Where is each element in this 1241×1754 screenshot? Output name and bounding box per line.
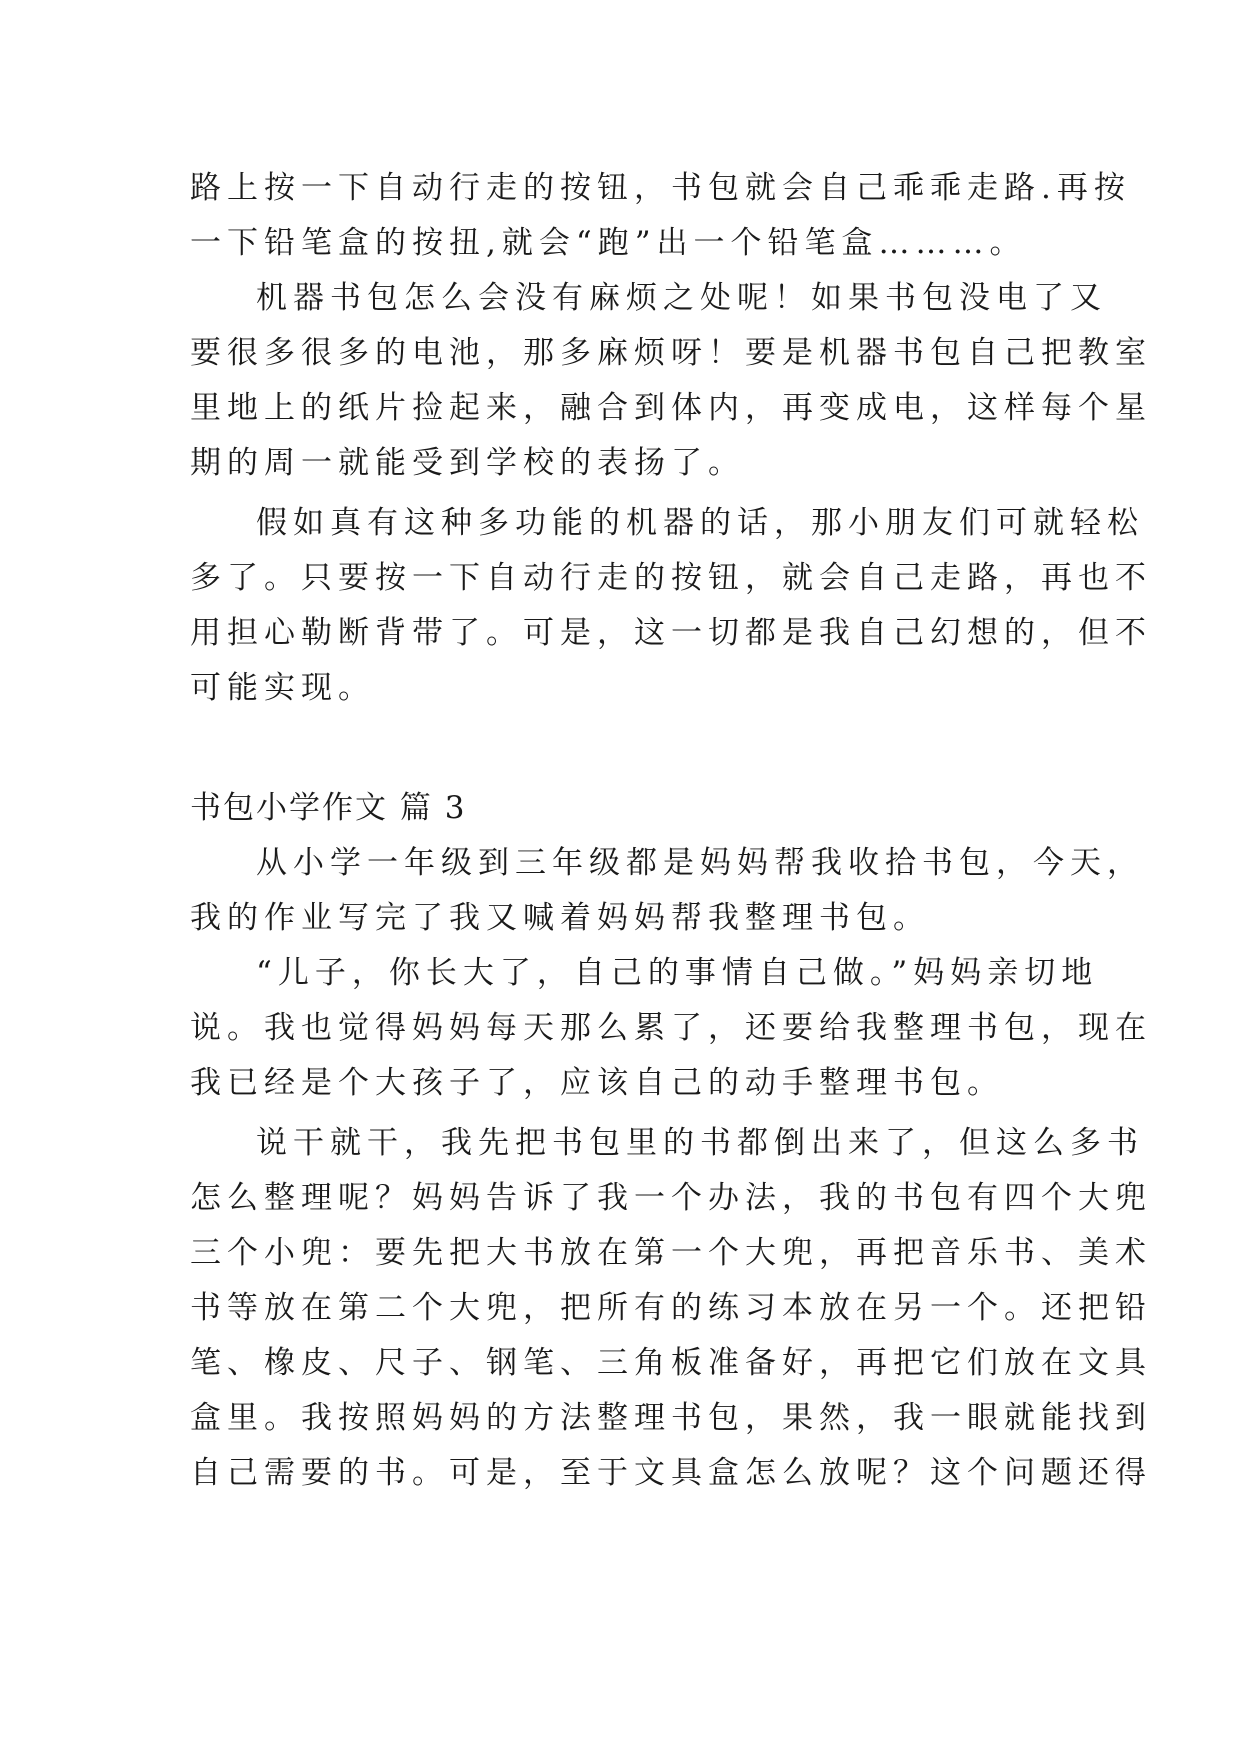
paragraph-start: 假如真有这种多功能的机器的话，那小朋友们可就轻松 — [256, 505, 1144, 541]
text-line: 路上按一下自动行走的按钮，书包就会自己乖乖走路.再按 — [190, 170, 1131, 206]
text-line: 用担心勒断背带了。可是，这一切都是我自己幻想的，但不 — [190, 615, 1152, 651]
text-line: 要很多很多的电池，那多麻烦呀！要是机器书包自己把教室 — [190, 335, 1152, 371]
section-heading: 书包小学作文 篇 3 — [190, 790, 467, 826]
text-line: 自己需要的书。可是，至于文具盒怎么放呢？这个问题还得 — [190, 1455, 1152, 1491]
text-line: 期的周一就能受到学校的表扬了。 — [190, 445, 745, 481]
text-line: 我已经是个大孩子了，应该自己的动手整理书包。 — [190, 1065, 1004, 1101]
paragraph-start: “儿子，你长大了，自己的事情自己做。”妈妈亲切地 — [256, 955, 1099, 991]
text-line: 可能实现。 — [190, 670, 375, 706]
text-line: 怎么整理呢？妈妈告诉了我一个办法，我的书包有四个大兜 — [190, 1180, 1152, 1216]
paragraph-start: 机器书包怎么会没有麻烦之处呢！如果书包没电了又 — [256, 280, 1107, 316]
text-line: 说。我也觉得妈妈每天那么累了，还要给我整理书包，现在 — [190, 1010, 1152, 1046]
text-line: 里地上的纸片捡起来，融合到体内，再变成电，这样每个星 — [190, 390, 1152, 426]
text-line: 盒里。我按照妈妈的方法整理书包，果然，我一眼就能找到 — [190, 1400, 1152, 1436]
text-line: 笔、橡皮、尺子、钢笔、三角板准备好，再把它们放在文具 — [190, 1345, 1152, 1381]
text-line: 多了。只要按一下自动行走的按钮，就会自己走路，再也不 — [190, 560, 1152, 596]
paragraph-start: 从小学一年级到三年级都是妈妈帮我收拾书包，今天， — [256, 845, 1144, 881]
text-line: 书等放在第二个大兜，把所有的练习本放在另一个。还把铅 — [190, 1290, 1152, 1326]
text-line: 一下铅笔盒的按扭,就会“跑”出一个铅笔盒………。 — [190, 225, 1027, 261]
paragraph-start: 说干就干，我先把书包里的书都倒出来了，但这么多书 — [256, 1125, 1144, 1161]
text-line: 三个小兜：要先把大书放在第一个大兜，再把音乐书、美术 — [190, 1235, 1152, 1271]
text-line: 我的作业写完了我又喊着妈妈帮我整理书包。 — [190, 900, 930, 936]
